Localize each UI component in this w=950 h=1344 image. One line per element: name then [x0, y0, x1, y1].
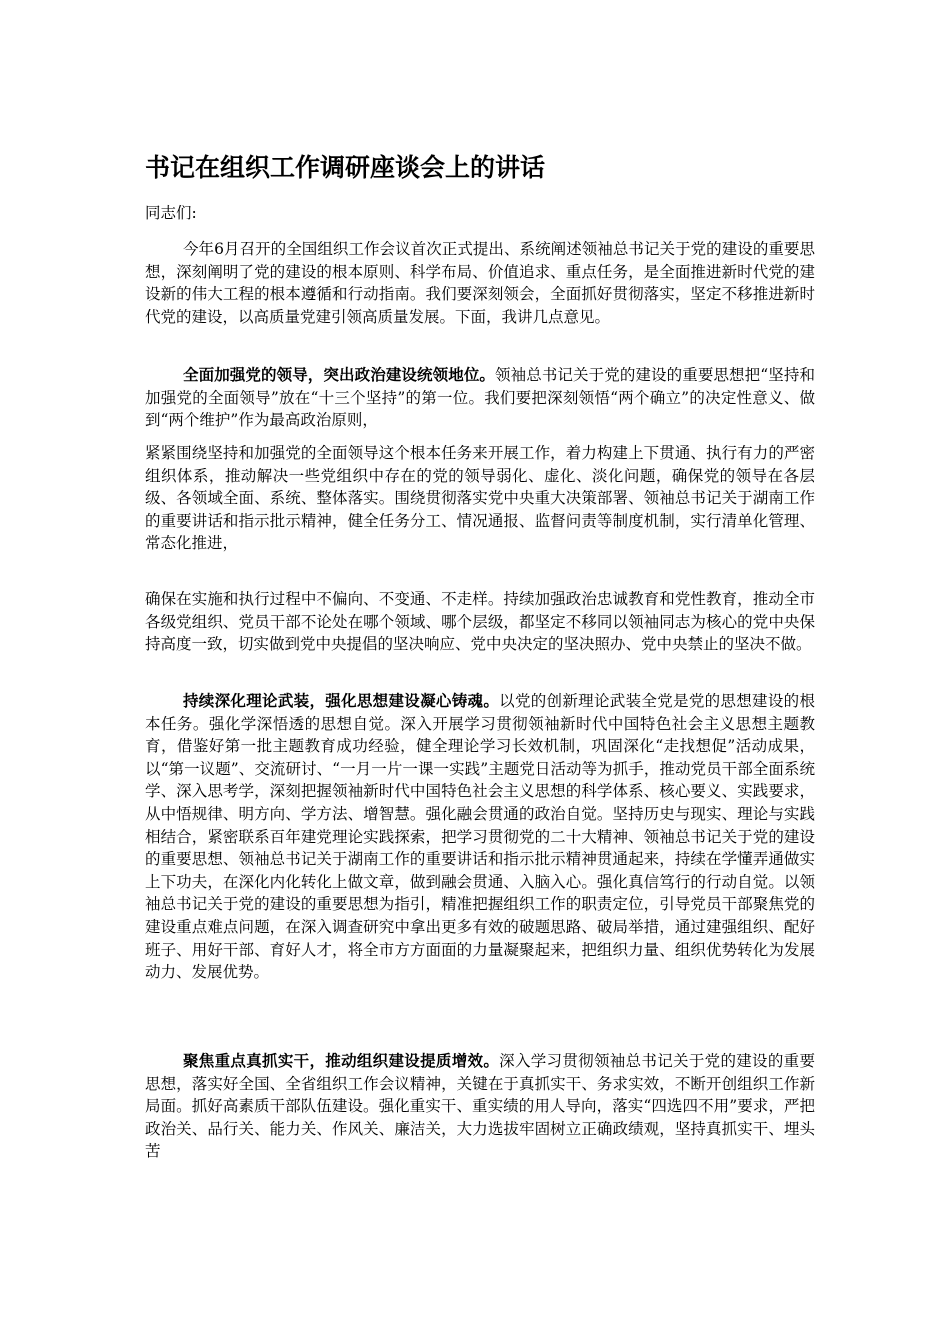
intro-paragraph: 今年6月召开的全国组织工作会议首次正式提出、系统阐述领袖总书记关于党的建设的重要思想，深刻阐明了党的建设的根本原则、科学布局、价值追求、重点任务，是全面推进新时代党的建设新的伟大工程的根本遵循和行动指南。我们要深刻领会，全面抓好贯彻落实，坚定不移推进新时代党的建设，以高质量党建引领高质量发展。下面，我讲几点意见。 — [145, 240, 815, 326]
section1-paragraph — [145, 364, 815, 432]
section1-continuation-b: 紧紧围绕坚持和加强党的全面领导这个根本任务来开展工作，着力构建上下贯通、执行有力的严密组织体系，推动解决一些党组织中存在的党的领导弱化、虚化、淡化问题，确保党的领导在各层级、各领域全面、系统、整体落实。围绕贯彻落实党中央重大决策部署、领袖总书记关于湖南工作的重要讲话和指示批示精神，健全任务分工、情况通报、监督问责等制度机制，实行清单化管理、常态化推进， — [145, 444, 815, 553]
section2-paragraph — [145, 690, 815, 984]
section2-heading: 持续深化理论武装，强化思想建设凝心铸魂。 — [183, 691, 500, 710]
section1-continuation-c: 确保在实施和执行过程中不偏向、不变通、不走样。持续加强政治忠诚教育和党性教育，推动全市各级党组织、党员干部不论处在哪个领域、哪个层级，都坚定不移同以领袖同志为核心的党中央保持高度一致，切实做到党中央提倡的坚决响应、党中央决定的坚决照办、党中央禁止的坚决不做。 — [145, 590, 815, 654]
salutation: 同志们: — [145, 204, 197, 222]
section3-heading: 聚焦重点真抓实干，推动组织建设提质增效。 — [183, 1051, 500, 1070]
section2-text: 以党的创新理论武装全党是党的思想建设的根本任务。强化学深悟透的思想自觉。深入开展学习贯彻领袖新时代中国特色社会主义思想主题教育，借鉴好第一批主题教育成功经验，健全理论学习长效机制，巩固深化“走找想促”活动成果，以“第一议题”、交流研讨、“一月一片一课一实践”主题党日活动等为抓手，推动党员干部全面系统学、深入思考学，深刻把握领袖新时代中国特色社会主义思想的科学体系、核心要义、实践要求，从中悟规律、明方向、学方法、增智慧。强化融会贯通的政治自觉。坚持历史与现实、理论与实践相结合，紧密联系百年建党理论实践探索，把学习贯彻党的二十大精神、领袖总书记关于党的建设的重要思想、领袖总书记关于湖南工作的重要讲话和指示批示精神贯通起来，持续在学懂弄通做实上下功夫，在深化内化转化上做文章，做到融会贯通、入脑入心。强化真信笃行的行动自觉。以领袖总书记关于党的建设的重要思想为指引，精准把握组织工作的职责定位，引导党员干部聚焦党的建设重点难点问题，在深入调查研究中拿出更多有效的破题思路、破局举措，通过建强组织、配好班子、用好干部、育好人才，将全市方方面面的力量凝聚起来，把组织力量、组织优势转化为发展动力、发展优势。 — [145, 692, 815, 982]
section1-heading: 全面加强党的领导，突出政治建设统领地位。 — [183, 365, 496, 384]
page-title: 书记在组织工作调研座谈会上的讲话 — [145, 153, 546, 182]
section1-text-a: 领袖总书记关于党的建设的重要思想把“坚持和加强党的全面领导”放在“十三个坚持”的第一位。我们要把深刻领悟“两个确立”的决定性意义、做到“两个维护”作为最高政治原则， — [145, 366, 815, 430]
section3-paragraph — [145, 1050, 815, 1163]
section3-text: 深入学习贯彻领袖总书记关于党的建设的重要思想，落实好全国、全省组织工作会议精神，关键在于真抓实干、务求实效，不断开创组织工作新局面。抓好高素质干部队伍建设。强化重实干、重实绩的用人导向，落实“四选四不用”要求，严把政治关、品行关、能力关、作风关、廉洁关，大力选拔牢固树立正确政绩观，坚持真抓实干、埋头苦 — [145, 1052, 815, 1161]
